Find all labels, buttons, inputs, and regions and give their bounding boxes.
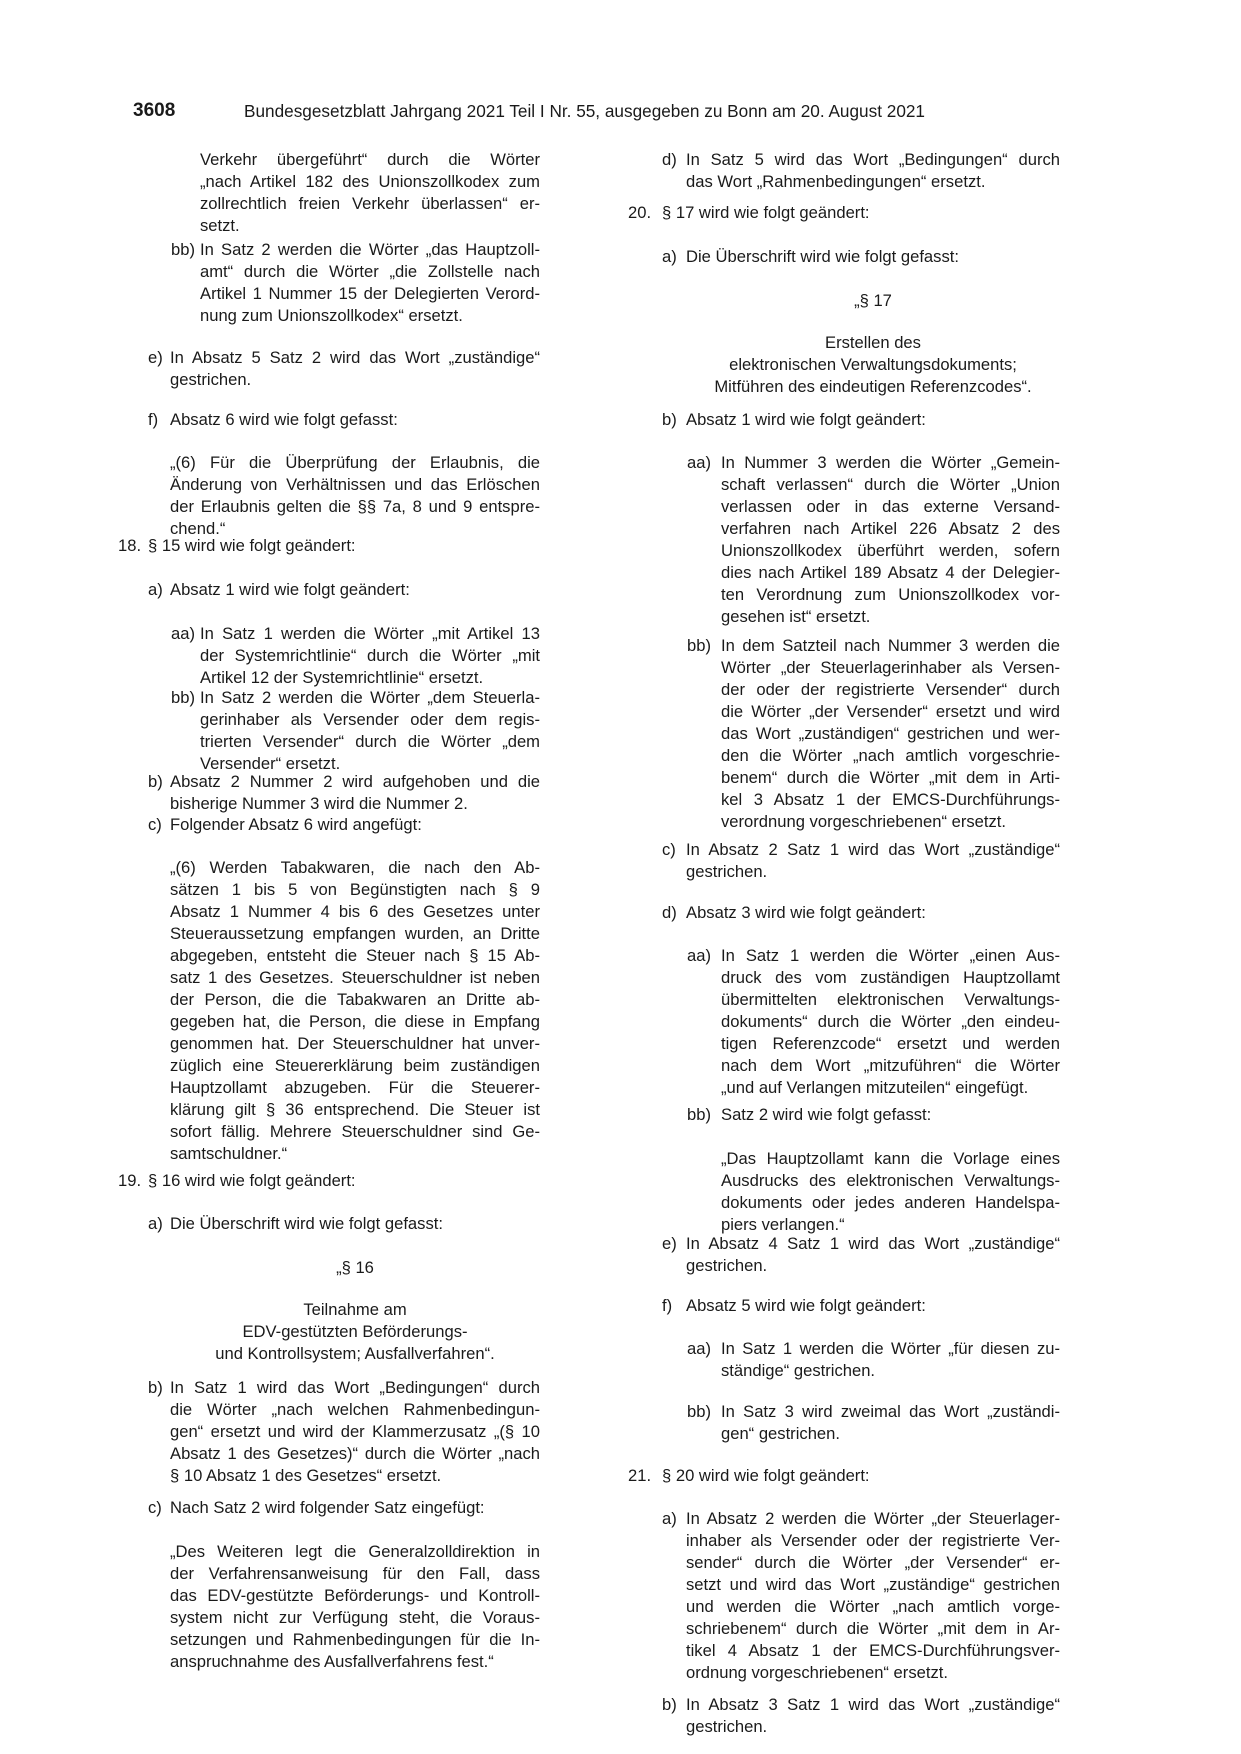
section-title: [170, 1299, 540, 1365]
text-line: ständige“ gestrichen.: [721, 1361, 876, 1380]
list-marker: aa): [687, 1339, 711, 1358]
text-line: Ausdrucks des elektronischen Verwaltungs-: [721, 1171, 1060, 1190]
text-line: Änderung von Verhältnissen und das Erlöschen: [170, 475, 540, 494]
text-line: Die Überschrift wird wie folgt gefasst:: [686, 247, 959, 266]
text-line: sätzen 1 bis 5 von Begünstigten nach § 9: [170, 880, 540, 899]
text-line: Absatz 6 wird wie folgt gefasst:: [170, 410, 398, 429]
text-line: In Satz 1 werden die Wörter „für diesen zu-: [721, 1339, 1060, 1358]
text-line: gegeben hat, die Person, die diese in Empfang: [170, 1012, 540, 1031]
text-line: gen“ ersetzt und wird der Klammerzusatz „(§ 10: [170, 1422, 540, 1441]
text-line: trierten Versender“ durch die Wörter „dem: [200, 732, 540, 751]
text-line: In Absatz 3 Satz 1 wird das Wort „zuständige“: [686, 1695, 1060, 1714]
text-line: In Absatz 5 Satz 2 wird das Wort „zuständige“: [170, 348, 540, 367]
text-line: abgegeben, entsteht die Steuer nach § 15 Ab-: [170, 946, 540, 965]
text-line: Steueraussetzung empfangen wurden, an Dritte: [170, 924, 540, 943]
text-line: „§ 17: [854, 291, 892, 310]
text-line: Teilnahme am: [303, 1300, 407, 1319]
text-line: verlassen oder in das externe Versand-: [721, 497, 1060, 516]
section-number: [686, 290, 1060, 312]
text-line: bisherige Nummer 3 wird die Nummer 2.: [170, 794, 468, 813]
text-line: „(6) Werden Tabakwaren, die nach den Ab-: [170, 858, 540, 877]
list-item: [610, 1401, 1110, 1443]
list-item-text: [170, 409, 540, 431]
text-line: In Nummer 3 werden die Wörter „Gemein-: [721, 453, 1060, 472]
text-line: In Satz 3 wird zweimal das Wort „zuständi-: [721, 1402, 1060, 1421]
list-marker: bb): [171, 240, 195, 259]
list-item: [610, 1338, 1110, 1380]
text-line: gerinhaber als Versender oder dem regis-: [200, 710, 540, 729]
list-item: [610, 1465, 1110, 1485]
list-item: [110, 579, 610, 599]
section-heading: [610, 332, 1110, 396]
list-item-text: [686, 1233, 1060, 1277]
text-line: der Systemrichtlinie“ durch die Wörter „mit: [200, 646, 540, 665]
text-line: amt“ durch die Wörter „die Zollstelle nach: [200, 262, 540, 281]
quoted-text: [110, 1541, 610, 1671]
list-item-text: [170, 1497, 540, 1519]
list-item: [110, 771, 610, 813]
list-marker: d): [662, 150, 677, 169]
paragraph: [110, 149, 610, 235]
list-marker: b): [148, 1378, 163, 1397]
list-marker: f): [662, 1296, 673, 1315]
list-item: [610, 1233, 1110, 1275]
text-line: Absatz 1 Nummer 4 bis 6 des Gesetzes unter: [170, 902, 540, 921]
list-item-text: [721, 1104, 1060, 1126]
list-item-text: [686, 1295, 1060, 1317]
list-item-text: [721, 945, 1060, 1099]
list-marker: 19.: [118, 1171, 142, 1190]
quoted-text: [110, 452, 610, 538]
text-line: ten Verordnung zum Unionszollkodex vor-: [721, 585, 1060, 604]
text-line: dies nach Artikel 189 Absatz 4 der Delegier-: [721, 563, 1060, 582]
text-line: den die Wörter „nach amtlich vorgeschrie-: [721, 746, 1060, 765]
text-line: In Satz 2 werden die Wörter „dem Steuerla-: [200, 688, 540, 707]
list-item-text: [686, 1508, 1060, 1684]
text-line: ordnung vorgeschriebenen“ ersetzt.: [686, 1663, 948, 1682]
list-item: [610, 409, 1110, 429]
text-line: § 10 Absatz 1 des Gesetzes“ ersetzt.: [170, 1466, 442, 1485]
text-line: nung zum Unionszollkodex“ ersetzt.: [200, 306, 463, 325]
text-line: § 15 wird wie folgt geändert:: [148, 536, 356, 555]
text-line: tigen Referenzcode“ ersetzt und werden: [721, 1034, 1060, 1053]
text-line: druck des vom zuständigen Hauptzollamt: [721, 968, 1060, 987]
list-item-text: [721, 1401, 1060, 1445]
text-line: system nicht zur Verfügung steht, die Voraus-: [170, 1608, 540, 1627]
text-line: gestrichen.: [686, 1717, 768, 1736]
section-heading: [610, 290, 1110, 310]
list-marker: c): [148, 1498, 162, 1517]
list-item: [110, 409, 610, 429]
list-marker: b): [148, 772, 163, 791]
list-item-text: [170, 771, 540, 815]
text-line: genommen hat. Der Steuerschuldner hat unver-: [170, 1034, 540, 1053]
list-item-text: [170, 1213, 540, 1235]
page-number: 3608: [133, 100, 176, 121]
list-item: [110, 1213, 610, 1233]
text-line: Hauptzollamt abzugeben. Für die Steuerer-: [170, 1078, 540, 1097]
list-item: [110, 347, 610, 389]
list-item-text: [148, 535, 540, 557]
paragraph-text: [200, 149, 540, 237]
text-line: Erstellen des: [825, 333, 921, 352]
list-item-text: [170, 1377, 540, 1487]
text-line: Wörter „der Steuerlagerinhaber als Versen-: [721, 658, 1060, 677]
list-item-text: [170, 814, 540, 836]
list-item: [610, 149, 1110, 191]
text-line: In Satz 1 werden die Wörter „mit Artikel 13: [200, 624, 540, 643]
list-item: [110, 1377, 610, 1485]
list-marker: a): [662, 1509, 677, 1528]
text-line: „Des Weiteren legt die Generalzolldirektion in: [170, 1542, 540, 1561]
text-line: dokuments“ durch die Wörter „den eindeu-: [721, 1012, 1060, 1031]
list-marker: 18.: [118, 536, 142, 555]
text-line: gestrichen.: [686, 862, 768, 881]
text-line: der Person, die die Tabakwaren an Dritte ab-: [170, 990, 540, 1009]
list-item: [610, 1508, 1110, 1682]
list-marker: 20.: [628, 203, 652, 222]
section-title: [686, 332, 1060, 398]
list-item: [610, 635, 1110, 831]
text-line: verordnung vorgeschriebenen“ ersetzt.: [721, 812, 1007, 831]
list-item: [610, 902, 1110, 922]
section-heading: [110, 1299, 610, 1363]
text-line: Die Überschrift wird wie folgt gefasst:: [170, 1214, 443, 1233]
list-item: [110, 1497, 610, 1517]
list-item: [110, 687, 610, 773]
list-marker: b): [662, 410, 677, 429]
text-line: § 17 wird wie folgt geändert:: [662, 203, 870, 222]
list-item: [610, 1694, 1110, 1736]
page-header: [133, 99, 1103, 127]
text-line: züglich eine Steuererklärung beim zuständigen: [170, 1056, 540, 1075]
section-number: [170, 1257, 540, 1279]
list-marker: bb): [171, 688, 195, 707]
text-line: das Wort „zuständigen“ gestrichen und wer-: [721, 724, 1060, 743]
text-line: übermittelten elektronischen Verwaltungs-: [721, 990, 1060, 1009]
section-heading: [110, 1257, 610, 1277]
list-item-text: [662, 1465, 1060, 1487]
quoted-text-body: [170, 857, 540, 1165]
text-line: In Satz 2 werden die Wörter „das Hauptzoll-: [200, 240, 540, 259]
text-line: Folgender Absatz 6 wird angefügt:: [170, 815, 422, 834]
list-item-text: [721, 635, 1060, 833]
list-marker: e): [148, 348, 163, 367]
text-line: das Wort „Rahmenbedingungen“ ersetzt.: [686, 172, 986, 191]
text-line: gesehen ist“ ersetzt.: [721, 607, 871, 626]
list-item: [110, 535, 610, 555]
list-marker: aa): [687, 453, 711, 472]
text-line: setzt und wird das Wort „zuständige“ gestrichen: [686, 1575, 1060, 1594]
list-item: [610, 1295, 1110, 1315]
list-item-text: [721, 452, 1060, 628]
text-line: Absatz 3 wird wie folgt geändert:: [686, 903, 926, 922]
list-item-text: [686, 149, 1060, 193]
text-line: elektronischen Verwaltungsdokuments;: [729, 355, 1017, 374]
text-line: § 20 wird wie folgt geändert:: [662, 1466, 870, 1485]
text-line: der Erlaubnis gelten die §§ 7a, 8 und 9 entspre-: [170, 497, 540, 516]
text-line: Absatz 1 des Gesetzes)“ durch die Wörter „nach: [170, 1444, 540, 1463]
text-line: die Wörter „nach welchen Rahmenbedingun-: [170, 1400, 540, 1419]
text-line: inhaber als Versender oder der registrierte Ver-: [686, 1531, 1060, 1550]
text-line: In Satz 1 werden die Wörter „einen Aus-: [721, 946, 1060, 965]
text-line: Nach Satz 2 wird folgender Satz eingefügt:: [170, 1498, 485, 1517]
text-line: „und auf Verlangen mitzuteilen“ eingefügt.: [721, 1078, 1029, 1097]
list-marker: d): [662, 903, 677, 922]
text-line: In Absatz 4 Satz 1 wird das Wort „zuständige“: [686, 1234, 1060, 1253]
text-line: Absatz 5 wird wie folgt geändert:: [686, 1296, 926, 1315]
text-line: Mitführen des eindeutigen Referenzcodes“.: [714, 377, 1032, 396]
quoted-text-body: [170, 1541, 540, 1673]
text-line: setzt.: [200, 216, 240, 235]
text-line: schaft verlassen“ durch die Wörter „Union: [721, 475, 1060, 494]
text-line: Verkehr übergeführt“ durch die Wörter: [200, 150, 540, 169]
quoted-text: [610, 1148, 1110, 1234]
list-item-text: [686, 902, 1060, 924]
text-line: Versender“ ersetzt.: [200, 754, 341, 773]
text-line: In dem Satzteil nach Nummer 3 werden die: [721, 636, 1060, 655]
list-item: [110, 814, 610, 834]
text-line: chend.“: [170, 519, 226, 538]
text-line: satz 1 des Gesetzes. Steuerschuldner ist neben: [170, 968, 540, 987]
list-marker: aa): [687, 946, 711, 965]
text-line: Absatz 1 wird wie folgt geändert:: [686, 410, 926, 429]
text-line: sender“ durch die Wörter „der Versender“ er-: [686, 1553, 1060, 1572]
list-marker: bb): [687, 636, 711, 655]
text-line: benem“ durch die Wörter „mit dem in Arti-: [721, 768, 1060, 787]
text-line: gestrichen.: [170, 370, 252, 389]
list-item: [610, 452, 1110, 626]
list-item-text: [721, 1338, 1060, 1382]
text-line: nach dem Wort „mitzuführen“ die Wörter: [721, 1056, 1060, 1075]
text-line: der Verfahrensanweisung für den Fall, dass: [170, 1564, 540, 1583]
list-item: [610, 839, 1110, 881]
list-marker: c): [662, 840, 676, 859]
text-line: „nach Artikel 182 des Unionszollkodex zum: [200, 172, 540, 191]
text-line: zollrechtlich freien Verkehr überlassen“ er-: [200, 194, 540, 213]
text-line: gestrichen.: [686, 1256, 768, 1275]
text-line: sofort fällig. Mehrere Steuerschuldner sind Ge-: [170, 1122, 540, 1141]
list-item-text: [170, 347, 540, 391]
list-item: [610, 945, 1110, 1097]
list-marker: a): [148, 580, 163, 599]
list-item-text: [686, 1694, 1060, 1738]
list-marker: b): [662, 1695, 677, 1714]
text-line: Absatz 1 wird wie folgt geändert:: [170, 580, 410, 599]
list-item-text: [170, 579, 540, 601]
text-line: Artikel 1 Nummer 15 der Delegierten Verord-: [200, 284, 540, 303]
list-item: [610, 1104, 1110, 1124]
text-line: Artikel 12 der Systemrichtlinie“ ersetzt.: [200, 668, 484, 687]
quoted-text-body: [170, 452, 540, 540]
list-marker: e): [662, 1234, 677, 1253]
text-line: „(6) Für die Überprüfung der Erlaubnis, die: [170, 453, 540, 472]
text-line: Absatz 2 Nummer 2 wird aufgehoben und die: [170, 772, 540, 791]
list-marker: bb): [687, 1402, 711, 1421]
list-marker: aa): [171, 624, 195, 643]
list-marker: f): [148, 410, 159, 429]
quoted-text: [110, 857, 610, 1163]
list-marker: a): [662, 247, 677, 266]
text-line: verfahren nach Artikel 226 Absatz 2 des: [721, 519, 1060, 538]
list-item-text: [200, 687, 540, 775]
text-line: piers verlangen.“: [721, 1215, 845, 1234]
list-marker: bb): [687, 1105, 711, 1124]
list-item-text: [686, 409, 1060, 431]
list-marker: a): [148, 1214, 163, 1233]
text-line: der oder der registrierte Versender“ durch: [721, 680, 1060, 699]
text-line: kel 3 Absatz 1 der EMCS-Durchführungs-: [721, 790, 1060, 809]
text-line: gen“ gestrichen.: [721, 1424, 840, 1443]
text-line: setzungen und Rahmenbedingungen für die In-: [170, 1630, 540, 1649]
text-line: klärung gilt § 36 entsprechend. Die Steuer ist: [170, 1100, 540, 1119]
text-line: § 16 wird wie folgt geändert:: [148, 1171, 356, 1190]
text-line: „Das Hauptzollamt kann die Vorlage eines: [721, 1149, 1060, 1168]
text-line: In Satz 5 wird das Wort „Bedingungen“ durch: [686, 150, 1060, 169]
text-line: EDV-gestützten Beförderungs-: [242, 1322, 468, 1341]
list-item-text: [662, 202, 1060, 224]
text-line: und werden die Wörter „nach amtlich vorge-: [686, 1597, 1060, 1616]
list-item-text: [148, 1170, 540, 1192]
list-item: [110, 239, 610, 325]
text-line: anspruchnahme des Ausfallverfahrens fest.“: [170, 1652, 494, 1671]
text-line: und Kontrollsystem; Ausfallverfahren“.: [215, 1344, 495, 1363]
list-item: [110, 1170, 610, 1190]
list-item-text: [686, 246, 1060, 268]
list-item-text: [200, 239, 540, 327]
text-line: samtschuldner.“: [170, 1144, 288, 1163]
text-line: In Absatz 2 Satz 1 wird das Wort „zuständige“: [686, 840, 1060, 859]
quoted-text-body: [721, 1148, 1060, 1236]
list-marker: 21.: [628, 1466, 652, 1485]
text-line: Unionszollkodex überführt werden, sofern: [721, 541, 1060, 560]
running-head: Bundesgesetzblatt Jahrgang 2021 Teil I Nr. 55, ausgegeben zu Bonn am 20. August 2021: [244, 101, 925, 121]
text-line: „§ 16: [336, 1258, 374, 1277]
text-line: dokuments oder jedes anderen Handelspa-: [721, 1193, 1060, 1212]
text-line: schriebenem“ durch die Wörter „mit dem in Ar-: [686, 1619, 1060, 1638]
text-line: In Satz 1 wird das Wort „Bedingungen“ durch: [170, 1378, 540, 1397]
text-line: In Absatz 2 werden die Wörter „der Steuerlager-: [686, 1509, 1060, 1528]
text-line: tikel 4 Absatz 1 der EMCS-Durchführungsver-: [686, 1641, 1060, 1660]
list-item-text: [200, 623, 540, 689]
list-item-text: [686, 839, 1060, 883]
list-marker: c): [148, 815, 162, 834]
text-line: das EDV-gestützte Beförderungs- und Kontroll-: [170, 1586, 540, 1605]
text-line: die Wörter „der Versender“ ersetzt und wird: [721, 702, 1060, 721]
list-item: [610, 202, 1110, 222]
text-line: Satz 2 wird wie folgt gefasst:: [721, 1105, 932, 1124]
list-item: [110, 623, 610, 687]
list-item: [610, 246, 1110, 266]
